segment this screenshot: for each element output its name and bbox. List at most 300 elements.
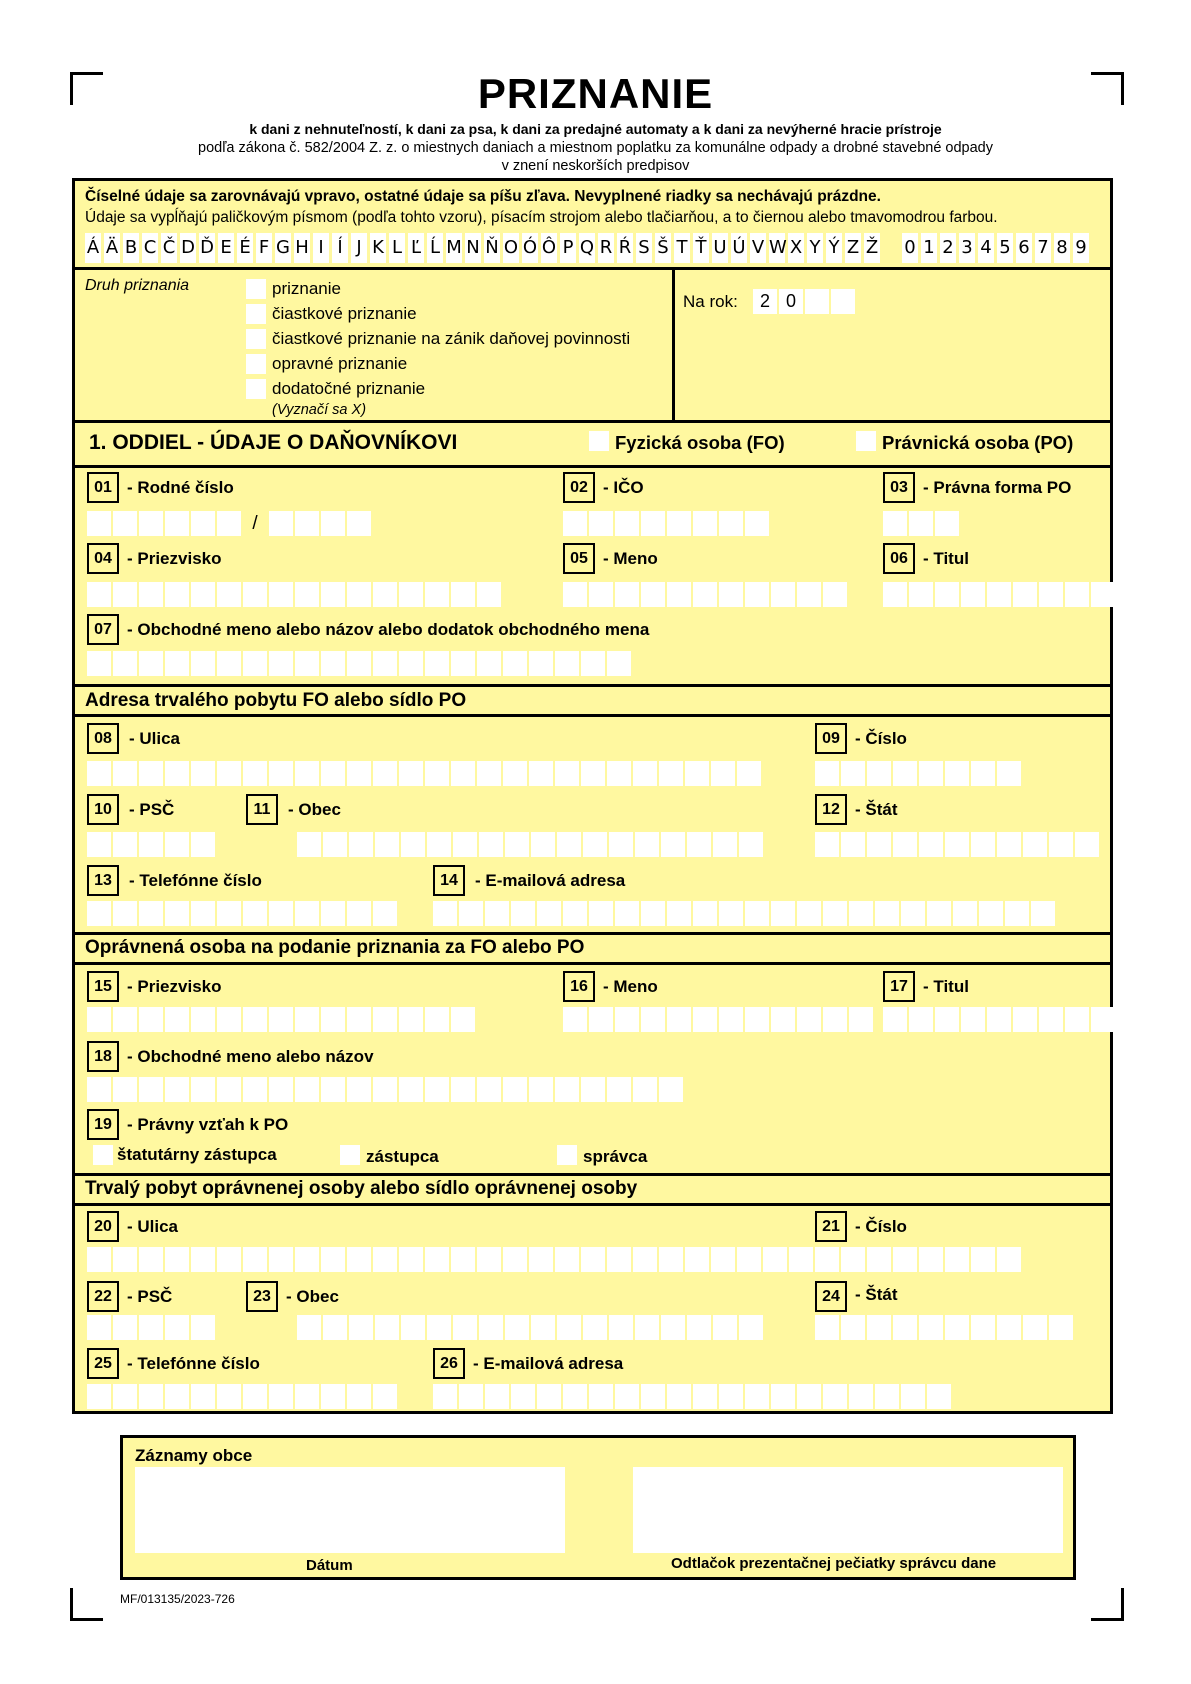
input-cell[interactable] bbox=[269, 1077, 293, 1102]
input-cell[interactable] bbox=[589, 1384, 613, 1409]
input-cell[interactable] bbox=[997, 1315, 1021, 1340]
input-cell[interactable] bbox=[243, 1077, 267, 1102]
input-cell[interactable] bbox=[815, 1315, 839, 1340]
input-cell[interactable] bbox=[745, 582, 769, 607]
input-cell[interactable] bbox=[641, 511, 665, 536]
input-cell[interactable] bbox=[875, 901, 899, 926]
cislo-input[interactable] bbox=[815, 761, 1021, 786]
input-cell[interactable] bbox=[693, 901, 717, 926]
input-cell[interactable] bbox=[269, 1384, 293, 1409]
opravnena-stat-input[interactable] bbox=[815, 1315, 1073, 1340]
input-cell[interactable] bbox=[113, 1007, 137, 1032]
input-cell[interactable] bbox=[945, 761, 969, 786]
input-cell[interactable] bbox=[165, 1007, 189, 1032]
input-cell[interactable] bbox=[269, 651, 293, 676]
input-cell[interactable] bbox=[711, 761, 735, 786]
input-cell[interactable] bbox=[347, 901, 371, 926]
input-cell[interactable] bbox=[1023, 1315, 1047, 1340]
input-cell[interactable] bbox=[719, 901, 743, 926]
input-cell[interactable] bbox=[971, 761, 995, 786]
input-cell[interactable] bbox=[295, 1247, 319, 1272]
input-cell[interactable] bbox=[113, 511, 137, 536]
input-cell[interactable] bbox=[979, 901, 1003, 926]
input-cell[interactable] bbox=[849, 1007, 873, 1032]
input-cell[interactable] bbox=[953, 901, 977, 926]
input-cell[interactable] bbox=[373, 1384, 397, 1409]
input-cell[interactable] bbox=[165, 511, 189, 536]
input-cell[interactable] bbox=[693, 1384, 717, 1409]
input-cell[interactable] bbox=[399, 1007, 423, 1032]
input-cell[interactable] bbox=[375, 1315, 399, 1340]
input-cell[interactable] bbox=[633, 1077, 657, 1102]
input-cell[interactable] bbox=[555, 651, 579, 676]
input-cell[interactable] bbox=[113, 761, 137, 786]
input-cell[interactable] bbox=[867, 1247, 891, 1272]
input-cell[interactable] bbox=[633, 1247, 657, 1272]
input-cell[interactable] bbox=[243, 1247, 267, 1272]
input-cell[interactable] bbox=[139, 1247, 163, 1272]
input-cell[interactable] bbox=[191, 511, 215, 536]
input-cell[interactable] bbox=[609, 832, 633, 857]
input-cell[interactable] bbox=[269, 1247, 293, 1272]
input-cell[interactable] bbox=[823, 901, 847, 926]
input-cell[interactable] bbox=[581, 761, 605, 786]
stamp-field[interactable] bbox=[633, 1467, 1063, 1553]
input-cell[interactable] bbox=[841, 761, 865, 786]
rok-input[interactable] bbox=[753, 289, 855, 314]
input-cell[interactable] bbox=[347, 511, 371, 536]
email-input[interactable] bbox=[433, 901, 1055, 926]
input-cell[interactable] bbox=[641, 1007, 665, 1032]
input-cell[interactable] bbox=[399, 761, 423, 786]
input-cell[interactable] bbox=[477, 1077, 501, 1102]
input-cell[interactable] bbox=[919, 832, 943, 857]
input-cell[interactable] bbox=[823, 1007, 847, 1032]
input-cell[interactable] bbox=[849, 1384, 873, 1409]
input-cell[interactable] bbox=[693, 582, 717, 607]
input-cell[interactable] bbox=[661, 1315, 685, 1340]
input-cell[interactable] bbox=[667, 511, 691, 536]
input-cell[interactable] bbox=[451, 651, 475, 676]
input-cell[interactable] bbox=[347, 1247, 371, 1272]
input-cell[interactable] bbox=[191, 651, 215, 676]
input-cell[interactable] bbox=[919, 1315, 943, 1340]
input-cell[interactable] bbox=[295, 582, 319, 607]
input-cell[interactable] bbox=[909, 1007, 933, 1032]
input-cell[interactable] bbox=[347, 1077, 371, 1102]
input-cell[interactable] bbox=[269, 901, 293, 926]
input-cell[interactable] bbox=[557, 832, 581, 857]
input-cell[interactable] bbox=[997, 832, 1021, 857]
input-cell[interactable] bbox=[87, 582, 111, 607]
input-cell[interactable] bbox=[589, 582, 613, 607]
rodne-cislo-input-2[interactable] bbox=[269, 511, 371, 536]
input-cell[interactable] bbox=[321, 1007, 345, 1032]
input-cell[interactable] bbox=[165, 761, 189, 786]
checkbox-ciastkove-zanik[interactable] bbox=[246, 329, 266, 349]
input-cell[interactable] bbox=[971, 1315, 995, 1340]
input-cell[interactable] bbox=[1031, 901, 1055, 926]
input-cell[interactable] bbox=[321, 761, 345, 786]
input-cell[interactable] bbox=[1049, 1315, 1073, 1340]
input-cell[interactable] bbox=[987, 582, 1011, 607]
input-cell[interactable] bbox=[557, 1315, 581, 1340]
input-cell[interactable] bbox=[321, 901, 345, 926]
input-cell[interactable] bbox=[537, 901, 561, 926]
input-cell[interactable] bbox=[297, 1315, 321, 1340]
input-cell[interactable] bbox=[997, 761, 1021, 786]
checkbox-statutarny[interactable] bbox=[93, 1145, 113, 1165]
input-cell[interactable] bbox=[321, 1077, 345, 1102]
input-cell[interactable] bbox=[453, 1315, 477, 1340]
input-cell[interactable] bbox=[217, 901, 241, 926]
input-cell[interactable] bbox=[971, 1247, 995, 1272]
input-cell[interactable] bbox=[615, 1384, 639, 1409]
input-cell[interactable] bbox=[373, 582, 397, 607]
input-cell[interactable] bbox=[217, 1247, 241, 1272]
input-cell[interactable] bbox=[815, 832, 839, 857]
input-cell[interactable] bbox=[667, 901, 691, 926]
input-cell[interactable] bbox=[745, 1384, 769, 1409]
input-cell[interactable] bbox=[321, 1384, 345, 1409]
input-cell[interactable] bbox=[719, 582, 743, 607]
input-cell[interactable] bbox=[719, 1007, 743, 1032]
input-cell[interactable] bbox=[347, 582, 371, 607]
input-cell[interactable] bbox=[635, 832, 659, 857]
input-cell[interactable] bbox=[113, 651, 137, 676]
input-cell[interactable] bbox=[113, 832, 137, 857]
input-cell[interactable] bbox=[893, 832, 917, 857]
input-cell[interactable] bbox=[399, 651, 423, 676]
input-cell[interactable] bbox=[477, 1247, 501, 1272]
input-cell[interactable] bbox=[823, 1384, 847, 1409]
input-cell[interactable] bbox=[641, 901, 665, 926]
input-cell[interactable] bbox=[537, 1384, 561, 1409]
input-cell[interactable] bbox=[511, 901, 535, 926]
input-cell[interactable] bbox=[113, 1077, 137, 1102]
input-cell[interactable] bbox=[615, 1007, 639, 1032]
input-cell[interactable] bbox=[961, 1007, 985, 1032]
opravnena-cislo-input[interactable] bbox=[815, 1247, 1021, 1272]
input-cell[interactable] bbox=[711, 1247, 735, 1272]
input-cell[interactable] bbox=[583, 1315, 607, 1340]
input-cell[interactable] bbox=[771, 582, 795, 607]
input-cell[interactable] bbox=[87, 901, 111, 926]
input-cell[interactable] bbox=[919, 761, 943, 786]
input-cell[interactable] bbox=[841, 1315, 865, 1340]
input-cell[interactable] bbox=[485, 901, 509, 926]
input-cell[interactable] bbox=[713, 832, 737, 857]
input-cell[interactable] bbox=[295, 1007, 319, 1032]
input-cell[interactable] bbox=[883, 511, 907, 536]
input-cell[interactable] bbox=[243, 582, 267, 607]
input-cell[interactable] bbox=[113, 901, 137, 926]
input-cell[interactable] bbox=[893, 1315, 917, 1340]
input-cell[interactable] bbox=[87, 1384, 111, 1409]
input-cell[interactable] bbox=[945, 1315, 969, 1340]
input-cell[interactable] bbox=[789, 1247, 813, 1272]
input-cell[interactable] bbox=[217, 1007, 241, 1032]
input-cell[interactable] bbox=[269, 582, 293, 607]
input-cell[interactable] bbox=[1039, 582, 1063, 607]
input-cell[interactable] bbox=[563, 582, 587, 607]
input-cell[interactable] bbox=[685, 761, 709, 786]
input-cell[interactable] bbox=[113, 1315, 137, 1340]
checkbox-priznanie[interactable] bbox=[246, 279, 266, 299]
input-cell[interactable] bbox=[321, 651, 345, 676]
input-cell[interactable] bbox=[945, 832, 969, 857]
input-cell[interactable] bbox=[739, 832, 763, 857]
input-cell[interactable] bbox=[139, 901, 163, 926]
checkbox-zastupca[interactable] bbox=[340, 1145, 360, 1165]
input-cell[interactable] bbox=[503, 1077, 527, 1102]
input-cell[interactable] bbox=[935, 1007, 959, 1032]
input-cell[interactable] bbox=[87, 761, 111, 786]
input-cell[interactable] bbox=[87, 511, 111, 536]
input-cell[interactable] bbox=[893, 761, 917, 786]
input-cell[interactable] bbox=[563, 1007, 587, 1032]
input-cell[interactable] bbox=[659, 1077, 683, 1102]
input-cell[interactable] bbox=[373, 651, 397, 676]
input-cell[interactable] bbox=[425, 582, 449, 607]
input-cell[interactable] bbox=[1065, 1007, 1089, 1032]
input-cell[interactable] bbox=[635, 1315, 659, 1340]
opravnena-psc-input[interactable] bbox=[87, 1315, 215, 1340]
input-cell[interactable] bbox=[269, 511, 293, 536]
input-cell[interactable] bbox=[139, 1315, 163, 1340]
input-cell[interactable] bbox=[399, 1247, 423, 1272]
input-cell[interactable] bbox=[323, 832, 347, 857]
input-cell[interactable] bbox=[581, 651, 605, 676]
input-cell[interactable] bbox=[961, 582, 985, 607]
input-cell[interactable] bbox=[745, 1007, 769, 1032]
input-cell[interactable] bbox=[269, 1007, 293, 1032]
input-cell[interactable] bbox=[373, 1077, 397, 1102]
input-cell[interactable] bbox=[217, 651, 241, 676]
input-cell[interactable] bbox=[583, 832, 607, 857]
input-cell[interactable] bbox=[945, 1247, 969, 1272]
input-cell[interactable] bbox=[191, 832, 215, 857]
input-cell[interactable] bbox=[815, 1247, 839, 1272]
input-cell[interactable] bbox=[555, 761, 579, 786]
input-cell[interactable] bbox=[987, 1007, 1011, 1032]
input-cell[interactable] bbox=[453, 832, 477, 857]
input-cell[interactable] bbox=[1049, 832, 1073, 857]
input-cell[interactable] bbox=[505, 832, 529, 857]
input-cell[interactable] bbox=[771, 901, 795, 926]
input-cell[interactable] bbox=[971, 832, 995, 857]
input-cell[interactable] bbox=[191, 1247, 215, 1272]
input-cell[interactable] bbox=[139, 511, 163, 536]
input-cell[interactable] bbox=[139, 1077, 163, 1102]
input-cell[interactable] bbox=[425, 1077, 449, 1102]
input-cell[interactable] bbox=[113, 582, 137, 607]
input-cell[interactable] bbox=[165, 582, 189, 607]
input-cell[interactable] bbox=[321, 1247, 345, 1272]
input-cell[interactable] bbox=[841, 1247, 865, 1272]
ulica-input[interactable] bbox=[87, 761, 761, 786]
input-cell[interactable] bbox=[1065, 582, 1089, 607]
input-cell[interactable] bbox=[615, 511, 639, 536]
input-cell[interactable] bbox=[529, 1247, 553, 1272]
input-cell[interactable] bbox=[667, 1384, 691, 1409]
input-cell[interactable] bbox=[401, 832, 425, 857]
input-cell[interactable] bbox=[243, 901, 267, 926]
input-cell[interactable] bbox=[719, 511, 743, 536]
input-cell[interactable] bbox=[531, 832, 555, 857]
input-cell[interactable] bbox=[165, 1315, 189, 1340]
input-cell[interactable] bbox=[321, 582, 345, 607]
input-cell[interactable] bbox=[295, 901, 319, 926]
input-cell[interactable] bbox=[373, 1007, 397, 1032]
obchodne-meno-input[interactable] bbox=[87, 651, 631, 676]
input-cell[interactable] bbox=[349, 1315, 373, 1340]
input-cell[interactable] bbox=[1013, 1007, 1037, 1032]
input-cell[interactable] bbox=[165, 832, 189, 857]
input-cell[interactable] bbox=[425, 651, 449, 676]
checkbox-spravca[interactable] bbox=[557, 1145, 577, 1165]
opravnena-email-input[interactable] bbox=[433, 1384, 951, 1409]
input-cell[interactable] bbox=[739, 1315, 763, 1340]
input-cell[interactable] bbox=[687, 832, 711, 857]
opravnena-ulica-input[interactable] bbox=[87, 1247, 813, 1272]
checkbox-opravne[interactable] bbox=[246, 354, 266, 374]
input-cell[interactable] bbox=[607, 651, 631, 676]
input-cell[interactable] bbox=[893, 1247, 917, 1272]
input-cell[interactable] bbox=[1091, 1007, 1115, 1032]
input-cell[interactable] bbox=[217, 761, 241, 786]
input-cell[interactable] bbox=[797, 582, 821, 607]
input-cell[interactable] bbox=[875, 1384, 899, 1409]
input-cell[interactable] bbox=[1075, 832, 1099, 857]
input-cell[interactable] bbox=[589, 901, 613, 926]
input-cell[interactable] bbox=[719, 1384, 743, 1409]
input-cell[interactable] bbox=[815, 761, 839, 786]
input-cell[interactable] bbox=[217, 1077, 241, 1102]
input-cell[interactable] bbox=[399, 582, 423, 607]
input-cell[interactable] bbox=[531, 1315, 555, 1340]
input-cell[interactable] bbox=[607, 1077, 631, 1102]
input-cell[interactable] bbox=[451, 1007, 475, 1032]
input-cell[interactable] bbox=[375, 832, 399, 857]
input-cell[interactable] bbox=[867, 832, 891, 857]
input-cell[interactable] bbox=[935, 511, 959, 536]
input-cell[interactable] bbox=[323, 1315, 347, 1340]
input-cell[interactable] bbox=[427, 832, 451, 857]
input-cell[interactable] bbox=[243, 1384, 267, 1409]
input-cell[interactable] bbox=[191, 1007, 215, 1032]
input-cell[interactable] bbox=[399, 1077, 423, 1102]
input-cell[interactable] bbox=[295, 1077, 319, 1102]
input-cell[interactable] bbox=[609, 1315, 633, 1340]
input-cell[interactable] bbox=[823, 582, 847, 607]
rodne-cislo-input[interactable] bbox=[87, 511, 241, 536]
input-cell[interactable] bbox=[737, 1247, 761, 1272]
input-cell[interactable] bbox=[841, 832, 865, 857]
input-cell[interactable] bbox=[347, 651, 371, 676]
pravna-forma-input[interactable] bbox=[883, 511, 959, 536]
date-field[interactable] bbox=[135, 1467, 565, 1553]
opravnena-telefon-input[interactable] bbox=[87, 1384, 397, 1409]
input-cell[interactable] bbox=[347, 1007, 371, 1032]
input-cell[interactable] bbox=[165, 901, 189, 926]
input-cell[interactable] bbox=[113, 1384, 137, 1409]
input-cell[interactable] bbox=[1091, 582, 1115, 607]
input-cell[interactable] bbox=[563, 511, 587, 536]
input-cell[interactable] bbox=[347, 1384, 371, 1409]
priezvisko-input[interactable] bbox=[87, 582, 501, 607]
input-cell[interactable] bbox=[615, 901, 639, 926]
input-cell[interactable] bbox=[269, 761, 293, 786]
input-cell[interactable] bbox=[433, 901, 457, 926]
input-cell[interactable] bbox=[191, 1315, 215, 1340]
input-cell[interactable] bbox=[555, 1247, 579, 1272]
opravnena-obec-input[interactable] bbox=[297, 1315, 763, 1340]
input-cell[interactable] bbox=[373, 761, 397, 786]
input-cell[interactable] bbox=[667, 582, 691, 607]
input-cell[interactable] bbox=[139, 582, 163, 607]
input-cell[interactable] bbox=[165, 1384, 189, 1409]
input-cell[interactable] bbox=[217, 1384, 241, 1409]
input-cell[interactable] bbox=[607, 761, 631, 786]
input-cell[interactable] bbox=[797, 1384, 821, 1409]
input-cell[interactable] bbox=[139, 832, 163, 857]
input-cell[interactable] bbox=[485, 1384, 509, 1409]
input-cell[interactable] bbox=[139, 1384, 163, 1409]
input-cell[interactable] bbox=[797, 1007, 821, 1032]
input-cell[interactable] bbox=[451, 582, 475, 607]
input-cell[interactable] bbox=[1005, 901, 1029, 926]
input-cell[interactable] bbox=[297, 832, 321, 857]
input-cell[interactable] bbox=[217, 582, 241, 607]
input-cell[interactable] bbox=[165, 1077, 189, 1102]
input-cell[interactable] bbox=[191, 582, 215, 607]
input-cell[interactable] bbox=[451, 1247, 475, 1272]
input-cell[interactable] bbox=[295, 651, 319, 676]
input-cell[interactable] bbox=[693, 511, 717, 536]
checkbox-fo[interactable] bbox=[589, 431, 609, 451]
input-cell[interactable] bbox=[867, 761, 891, 786]
input-cell[interactable] bbox=[737, 761, 761, 786]
input-cell[interactable] bbox=[433, 1384, 457, 1409]
input-cell[interactable] bbox=[901, 901, 925, 926]
stat-input[interactable] bbox=[815, 832, 1099, 857]
input-cell[interactable] bbox=[87, 1007, 111, 1032]
input-cell[interactable] bbox=[113, 1247, 137, 1272]
input-cell[interactable] bbox=[243, 1007, 267, 1032]
input-cell[interactable] bbox=[909, 511, 933, 536]
input-cell[interactable] bbox=[503, 761, 527, 786]
input-cell[interactable] bbox=[425, 761, 449, 786]
opravnena-meno-input[interactable] bbox=[563, 1007, 873, 1032]
input-cell[interactable] bbox=[771, 1007, 795, 1032]
input-cell[interactable] bbox=[563, 1384, 587, 1409]
input-cell[interactable] bbox=[503, 651, 527, 676]
input-cell[interactable] bbox=[191, 761, 215, 786]
input-cell[interactable] bbox=[401, 1315, 425, 1340]
input-cell[interactable] bbox=[511, 1384, 535, 1409]
checkbox-dodatocne[interactable] bbox=[246, 379, 266, 399]
input-cell[interactable] bbox=[347, 761, 371, 786]
input-cell[interactable] bbox=[745, 901, 769, 926]
input-cell[interactable] bbox=[589, 511, 613, 536]
input-cell[interactable] bbox=[295, 761, 319, 786]
input-cell[interactable] bbox=[425, 1007, 449, 1032]
ico-input[interactable] bbox=[563, 511, 769, 536]
input-cell[interactable] bbox=[763, 1247, 787, 1272]
input-cell[interactable] bbox=[633, 761, 657, 786]
input-cell[interactable] bbox=[139, 761, 163, 786]
